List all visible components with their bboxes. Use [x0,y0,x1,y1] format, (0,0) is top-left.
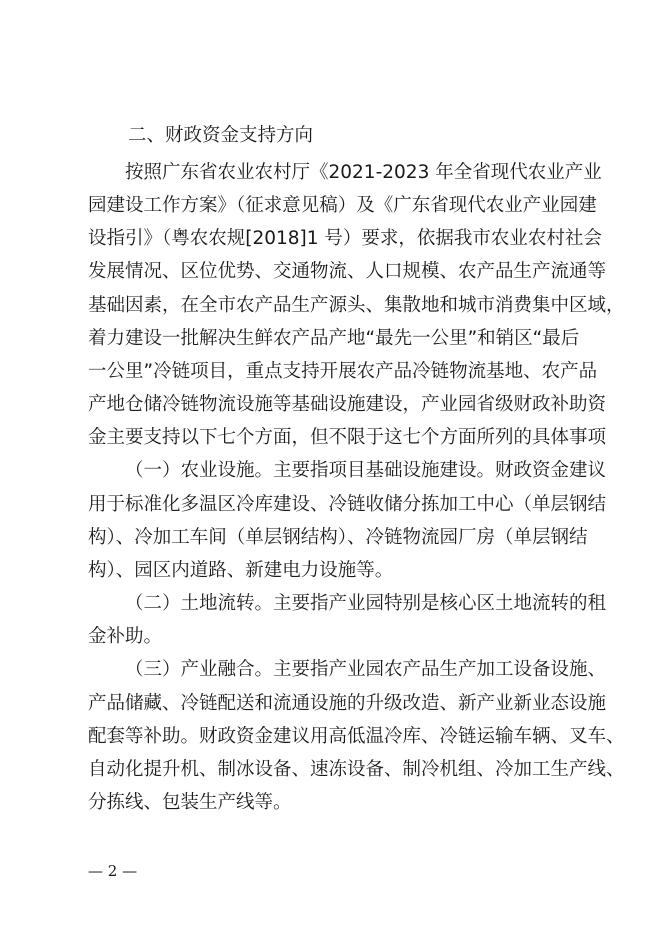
page-number: — 2 — [88,862,138,880]
paragraph-line: 一公里”冷链项目，重点支持开展农产品冷链物流基地、农产品 [88,361,598,382]
section-heading: 二、财政资金支持方向 [128,125,314,146]
paragraph-line: 配套等补助。财政资金建议用高低温冷库、冷链运输车辆、叉车、 [88,726,625,747]
paragraph-line: （三）产业融合。主要指产业园农产品生产加工设备设施、 [125,659,607,680]
paragraph-line: 园建设工作方案》（征求意见稿）及《广东省现代农业产业园建 [88,195,597,216]
paragraph-line: 构）、冷加工车间（单层钢结构）、冷链物流园厂房（单层钢结 [88,527,588,548]
paragraph-line: 用于标准化多温区冷库建设、冷链收储分拣加工中心（单层钢结 [88,494,607,515]
paragraph-line: 自动化提升机、制冰设备、速冻设备、制冷机组、冷加工生产线、 [88,759,625,780]
paragraph-line: 基础因素，在全市农产品生产源头、集散地和城市消费集中区域， [88,295,625,316]
paragraph-line: 产品储藏、冷链配送和流通设施的升级改造、新产业新业态设施 [88,693,607,714]
paragraph-line: 构）、园区内道路、新建电力设施等。 [88,560,394,581]
paragraph-line: （一）农业设施。主要指项目基础设施建设。财政资金建议 [125,460,607,481]
paragraph-line: 按照广东省农业农村厅《2021-2023 年全省现代农业产业 [125,162,602,183]
paragraph-line: 着力建设一批解决生鲜农产品产地“最先一公里”和销区“最后 [88,328,580,349]
paragraph-line: 金补助。 [88,626,163,647]
paragraph-line: 金主要支持以下七个方面，但不限于这七个方面所列的具体事项 [88,427,607,448]
paragraph-line: （二）土地流转。主要指产业园特别是核心区土地流转的租 [125,593,607,614]
paragraph-line: 发展情况、区位优势、交通物流、人口规模、农产品生产流通等 [88,261,607,282]
paragraph-line: 分拣线、包装生产线等。 [88,792,292,813]
paragraph-line: 产地仓储冷链物流设施等基础设施建设，产业园省级财政补助资 [88,394,607,415]
paragraph-line: 设指引》（粤农农规[2018]1 号）要求，依据我市农业农村社会 [88,228,602,249]
